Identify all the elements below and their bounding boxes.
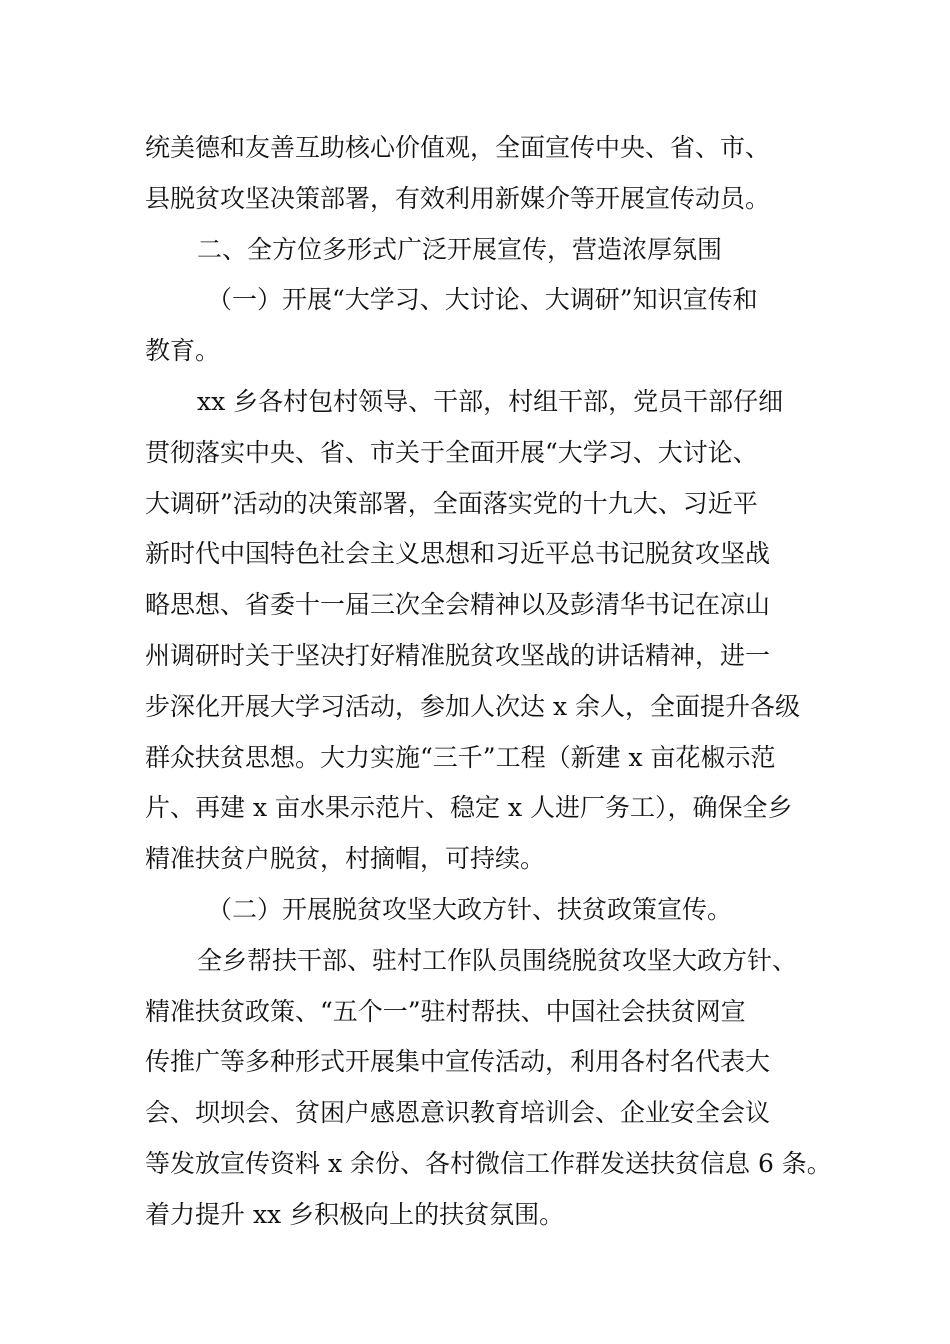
subsection-heading: （一）开展“大学习、大讨论、大调研”知识宣传和 [207, 285, 758, 315]
paragraph-line: 等发放宣传资料 x 余份、各村微信工作群发送扶贫信息 6 条。 [145, 1148, 832, 1178]
paragraph-line: 全乡帮扶干部、驻村工作队员围绕脱贫攻坚大政方针、 [197, 945, 798, 975]
paragraph-line: 略思想、省委十一届三次全会精神以及彭清华书记在凉山 [145, 590, 771, 620]
subsection-heading-continued: 教育。 [145, 336, 221, 366]
paragraph-line: 传推广等多种形式开展集中宣传活动，利用各村名代表大 [145, 1047, 771, 1077]
paragraph-line: 统美德和友善互助核心价值观，全面宣传中央、省、市、 [145, 133, 771, 162]
paragraph-line: 会、坝坝会、贫困户感恩意识教育培训会、企业安全会议 [145, 1098, 771, 1128]
subsection-heading: （二）开展脱贫攻坚大政方针、扶贫政策宣传。 [207, 894, 733, 924]
paragraph-line: 州调研时关于坚决打好精准脱贫攻坚战的讲话精神，进一 [145, 640, 771, 670]
paragraph-line: 片、再建 x 亩水果示范片、稳定 x 人进厂务工），确保全乡 [145, 793, 793, 823]
paragraph-line: 贯彻落实中央、省、市关于全面开展“大学习、大讨论、 [145, 437, 758, 467]
paragraph-line: 步深化开展大学习活动，参加人次达 x 余人，全面提升各级 [145, 691, 800, 721]
section-heading: 二、全方位多形式广泛开展宣传，营造浓厚氛围 [197, 234, 723, 264]
paragraph-line: 精准扶贫户脱贫，村摘帽，可持续。 [145, 844, 546, 874]
paragraph-line: 大调研”活动的决策部署，全面落实党的十九大、习近平 [145, 488, 758, 518]
document-body [145, 123, 832, 1241]
paragraph-line: xx 乡各村包村领导、干部，村组干部，党员干部仔细 [197, 386, 784, 416]
paragraph-line: 着力提升 xx 乡积极向上的扶贫氛围。 [145, 1199, 565, 1229]
paragraph-line: 群众扶贫思想。大力实施“三千”工程（新建 x 亩花椒示范 [145, 742, 776, 772]
paragraph-line: 新时代中国特色社会主义思想和习近平总书记脱贫攻坚战 [145, 539, 771, 569]
paragraph-line: 精准扶贫政策、“五个一”驻村帮扶、中国社会扶贫网宣 [145, 996, 746, 1026]
paragraph-line: 县脱贫攻坚决策部署，有效利用新媒介等开展宣传动员。 [145, 183, 771, 213]
